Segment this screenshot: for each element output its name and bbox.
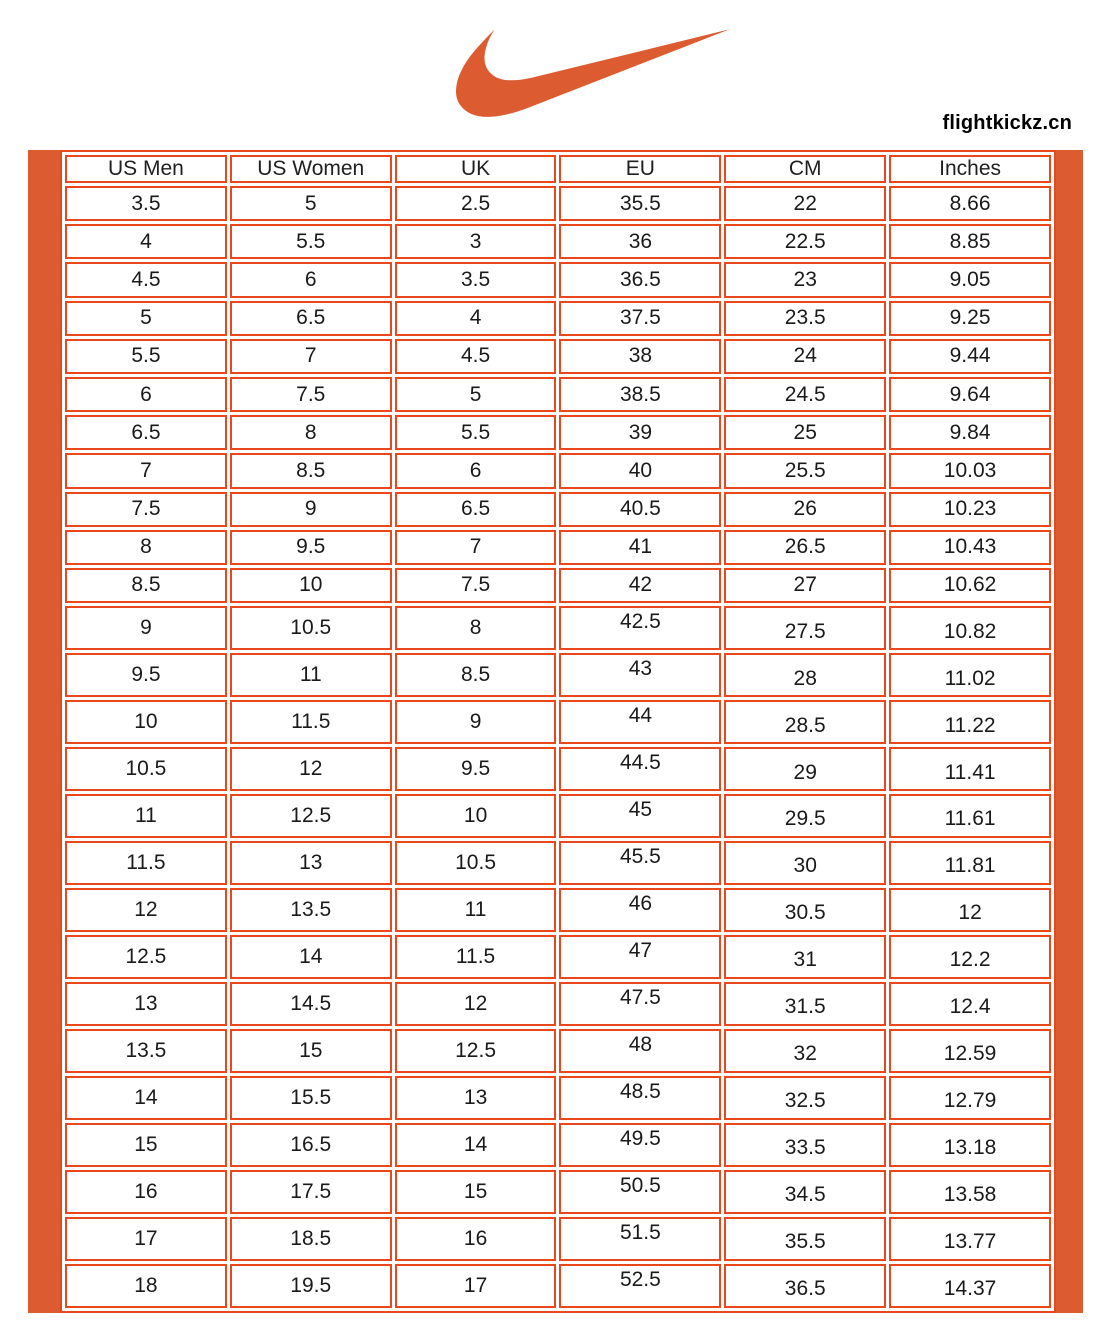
size-cell: 47 <box>559 935 721 979</box>
size-cell: 9.5 <box>230 530 392 565</box>
size-cell: 10.43 <box>889 530 1051 565</box>
size-cell: 32 <box>724 1029 886 1073</box>
size-cell: 18 <box>65 1264 227 1308</box>
size-cell: 14 <box>230 935 392 979</box>
site-label: flightkickz.cn <box>942 112 1072 134</box>
size-cell: 9 <box>65 606 227 650</box>
table-row <box>65 453 1051 488</box>
table-row <box>65 568 1051 603</box>
size-cell: 26.5 <box>724 530 886 565</box>
table-row <box>65 982 1051 1026</box>
size-cell: 10.62 <box>889 568 1051 603</box>
size-cell: 23 <box>724 262 886 297</box>
size-cell: 17.5 <box>230 1170 392 1214</box>
size-cell: 23.5 <box>724 301 886 336</box>
size-cell: 7.5 <box>65 492 227 527</box>
size-cell: 11.5 <box>395 935 557 979</box>
size-cell: 10.5 <box>230 606 392 650</box>
size-cell: 4.5 <box>395 339 557 374</box>
size-cell: 11 <box>395 888 557 932</box>
size-conversion-table <box>60 150 1056 1313</box>
size-cell: 10 <box>230 568 392 603</box>
size-cell: 7 <box>230 339 392 374</box>
size-cell: 11 <box>230 653 392 697</box>
size-cell: 27.5 <box>724 606 886 650</box>
size-cell: 6.5 <box>395 492 557 527</box>
size-cell: 13.5 <box>65 1029 227 1073</box>
table-row <box>65 700 1051 744</box>
column-header: US Men <box>65 155 227 183</box>
size-cell: 40.5 <box>559 492 721 527</box>
size-cell: 15 <box>395 1170 557 1214</box>
table-row <box>65 1264 1051 1308</box>
size-cell: 9.64 <box>889 377 1051 412</box>
size-cell: 8.85 <box>889 224 1051 259</box>
size-cell: 11.41 <box>889 747 1051 791</box>
size-cell: 18.5 <box>230 1217 392 1261</box>
size-cell: 17 <box>65 1217 227 1261</box>
size-cell: 24.5 <box>724 377 886 412</box>
table-row <box>65 935 1051 979</box>
left-accent-bar <box>28 150 62 1313</box>
size-cell: 11.22 <box>889 700 1051 744</box>
table-row <box>65 888 1051 932</box>
size-cell: 12.5 <box>395 1029 557 1073</box>
size-cell: 7 <box>65 453 227 488</box>
size-cell: 42.5 <box>559 606 721 650</box>
size-cell: 39 <box>559 415 721 450</box>
size-cell: 14.37 <box>889 1264 1051 1308</box>
size-cell: 6.5 <box>65 415 227 450</box>
size-cell: 9.05 <box>889 262 1051 297</box>
size-cell: 12.5 <box>230 794 392 838</box>
size-cell: 8 <box>395 606 557 650</box>
table-row <box>65 606 1051 650</box>
size-cell: 10 <box>65 700 227 744</box>
table-row <box>65 1076 1051 1120</box>
size-cell: 44 <box>559 700 721 744</box>
size-cell: 5 <box>230 186 392 221</box>
size-cell: 6 <box>395 453 557 488</box>
size-cell: 17 <box>395 1264 557 1308</box>
size-cell: 31 <box>724 935 886 979</box>
size-cell: 11.81 <box>889 841 1051 885</box>
size-cell: 22 <box>724 186 886 221</box>
column-header: US Women <box>230 155 392 183</box>
size-cell: 15.5 <box>230 1076 392 1120</box>
size-cell: 12.59 <box>889 1029 1051 1073</box>
size-cell: 25.5 <box>724 453 886 488</box>
size-cell: 7 <box>395 530 557 565</box>
size-cell: 13.58 <box>889 1170 1051 1214</box>
table-row <box>65 377 1051 412</box>
size-cell: 5 <box>395 377 557 412</box>
size-cell: 37.5 <box>559 301 721 336</box>
size-cell: 6 <box>230 262 392 297</box>
size-cell: 27 <box>724 568 886 603</box>
size-cell: 36.5 <box>559 262 721 297</box>
table-row <box>65 262 1051 297</box>
size-cell: 7.5 <box>230 377 392 412</box>
size-cell: 51.5 <box>559 1217 721 1261</box>
size-cell: 28 <box>724 653 886 697</box>
size-cell: 8 <box>230 415 392 450</box>
size-cell: 45.5 <box>559 841 721 885</box>
size-cell: 14 <box>395 1123 557 1167</box>
size-cell: 3.5 <box>395 262 557 297</box>
size-cell: 10.82 <box>889 606 1051 650</box>
size-cell: 25 <box>724 415 886 450</box>
table-row <box>65 1029 1051 1073</box>
size-cell: 11.5 <box>230 700 392 744</box>
table-row <box>65 339 1051 374</box>
table-row <box>65 1123 1051 1167</box>
size-cell: 48 <box>559 1029 721 1073</box>
size-cell: 8.5 <box>65 568 227 603</box>
right-accent-bar <box>1056 150 1083 1313</box>
size-cell: 5 <box>65 301 227 336</box>
size-cell: 9.25 <box>889 301 1051 336</box>
size-cell: 9.44 <box>889 339 1051 374</box>
size-cell: 30.5 <box>724 888 886 932</box>
size-cell: 9.5 <box>65 653 227 697</box>
size-cell: 6.5 <box>230 301 392 336</box>
size-cell: 43 <box>559 653 721 697</box>
size-cell: 42 <box>559 568 721 603</box>
size-cell: 35.5 <box>559 186 721 221</box>
size-cell: 16 <box>65 1170 227 1214</box>
size-cell: 47.5 <box>559 982 721 1026</box>
size-cell: 29.5 <box>724 794 886 838</box>
size-table-body <box>65 186 1051 1308</box>
size-cell: 8.5 <box>230 453 392 488</box>
size-cell: 11.5 <box>65 841 227 885</box>
column-header: Inches <box>889 155 1051 183</box>
size-cell: 24 <box>724 339 886 374</box>
size-cell: 12 <box>65 888 227 932</box>
size-cell: 2.5 <box>395 186 557 221</box>
size-cell: 41 <box>559 530 721 565</box>
size-cell: 7.5 <box>395 568 557 603</box>
size-cell: 4.5 <box>65 262 227 297</box>
size-cell: 10.5 <box>395 841 557 885</box>
size-cell: 15 <box>230 1029 392 1073</box>
size-cell: 12.2 <box>889 935 1051 979</box>
size-cell: 52.5 <box>559 1264 721 1308</box>
size-cell: 9 <box>230 492 392 527</box>
size-cell: 4 <box>65 224 227 259</box>
size-cell: 13.77 <box>889 1217 1051 1261</box>
size-cell: 9.5 <box>395 747 557 791</box>
table-row <box>65 747 1051 791</box>
table-row <box>65 186 1051 221</box>
size-cell: 6 <box>65 377 227 412</box>
size-cell: 46 <box>559 888 721 932</box>
column-header: CM <box>724 155 886 183</box>
size-cell: 4 <box>395 301 557 336</box>
size-cell: 35.5 <box>724 1217 886 1261</box>
size-cell: 3 <box>395 224 557 259</box>
size-cell: 22.5 <box>724 224 886 259</box>
size-cell: 14.5 <box>230 982 392 1026</box>
size-cell: 3.5 <box>65 186 227 221</box>
size-cell: 48.5 <box>559 1076 721 1120</box>
size-cell: 8.66 <box>889 186 1051 221</box>
size-cell: 12 <box>230 747 392 791</box>
size-cell: 5.5 <box>395 415 557 450</box>
column-header: UK <box>395 155 557 183</box>
size-cell: 10.23 <box>889 492 1051 527</box>
size-cell: 16 <box>395 1217 557 1261</box>
size-cell: 13.18 <box>889 1123 1051 1167</box>
size-cell: 31.5 <box>724 982 886 1026</box>
size-cell: 12.79 <box>889 1076 1051 1120</box>
size-cell: 16.5 <box>230 1123 392 1167</box>
size-cell: 13 <box>230 841 392 885</box>
size-cell: 5.5 <box>230 224 392 259</box>
size-cell: 10.03 <box>889 453 1051 488</box>
size-cell: 12.5 <box>65 935 227 979</box>
table-row <box>65 301 1051 336</box>
size-cell: 11.02 <box>889 653 1051 697</box>
size-cell: 12.4 <box>889 982 1051 1026</box>
size-cell: 28.5 <box>724 700 886 744</box>
size-cell: 10.5 <box>65 747 227 791</box>
size-cell: 44.5 <box>559 747 721 791</box>
size-cell: 11 <box>65 794 227 838</box>
size-cell: 50.5 <box>559 1170 721 1214</box>
table-row <box>65 1170 1051 1214</box>
table-row <box>65 1217 1051 1261</box>
table-row <box>65 530 1051 565</box>
size-cell: 9.84 <box>889 415 1051 450</box>
size-cell: 45 <box>559 794 721 838</box>
size-cell: 38 <box>559 339 721 374</box>
size-cell: 12 <box>889 888 1051 932</box>
size-cell: 30 <box>724 841 886 885</box>
size-cell: 19.5 <box>230 1264 392 1308</box>
size-cell: 13 <box>395 1076 557 1120</box>
size-cell: 8 <box>65 530 227 565</box>
table-row <box>65 653 1051 697</box>
size-cell: 15 <box>65 1123 227 1167</box>
size-cell: 9 <box>395 700 557 744</box>
size-cell: 38.5 <box>559 377 721 412</box>
size-cell: 26 <box>724 492 886 527</box>
size-cell: 5.5 <box>65 339 227 374</box>
size-cell: 33.5 <box>724 1123 886 1167</box>
size-cell: 13.5 <box>230 888 392 932</box>
size-cell: 12 <box>395 982 557 1026</box>
size-cell: 36 <box>559 224 721 259</box>
table-row <box>65 224 1051 259</box>
size-cell: 10 <box>395 794 557 838</box>
size-cell: 29 <box>724 747 886 791</box>
size-cell: 34.5 <box>724 1170 886 1214</box>
table-row <box>65 415 1051 450</box>
size-cell: 14 <box>65 1076 227 1120</box>
table-row <box>65 492 1051 527</box>
table-row <box>65 794 1051 838</box>
table-row <box>65 841 1051 885</box>
size-cell: 8.5 <box>395 653 557 697</box>
size-cell: 11.61 <box>889 794 1051 838</box>
column-header: EU <box>559 155 721 183</box>
size-cell: 32.5 <box>724 1076 886 1120</box>
nike-swoosh-icon <box>456 26 730 120</box>
size-cell: 49.5 <box>559 1123 721 1167</box>
size-cell: 40 <box>559 453 721 488</box>
size-cell: 13 <box>65 982 227 1026</box>
header-row <box>65 155 1051 183</box>
size-cell: 36.5 <box>724 1264 886 1308</box>
